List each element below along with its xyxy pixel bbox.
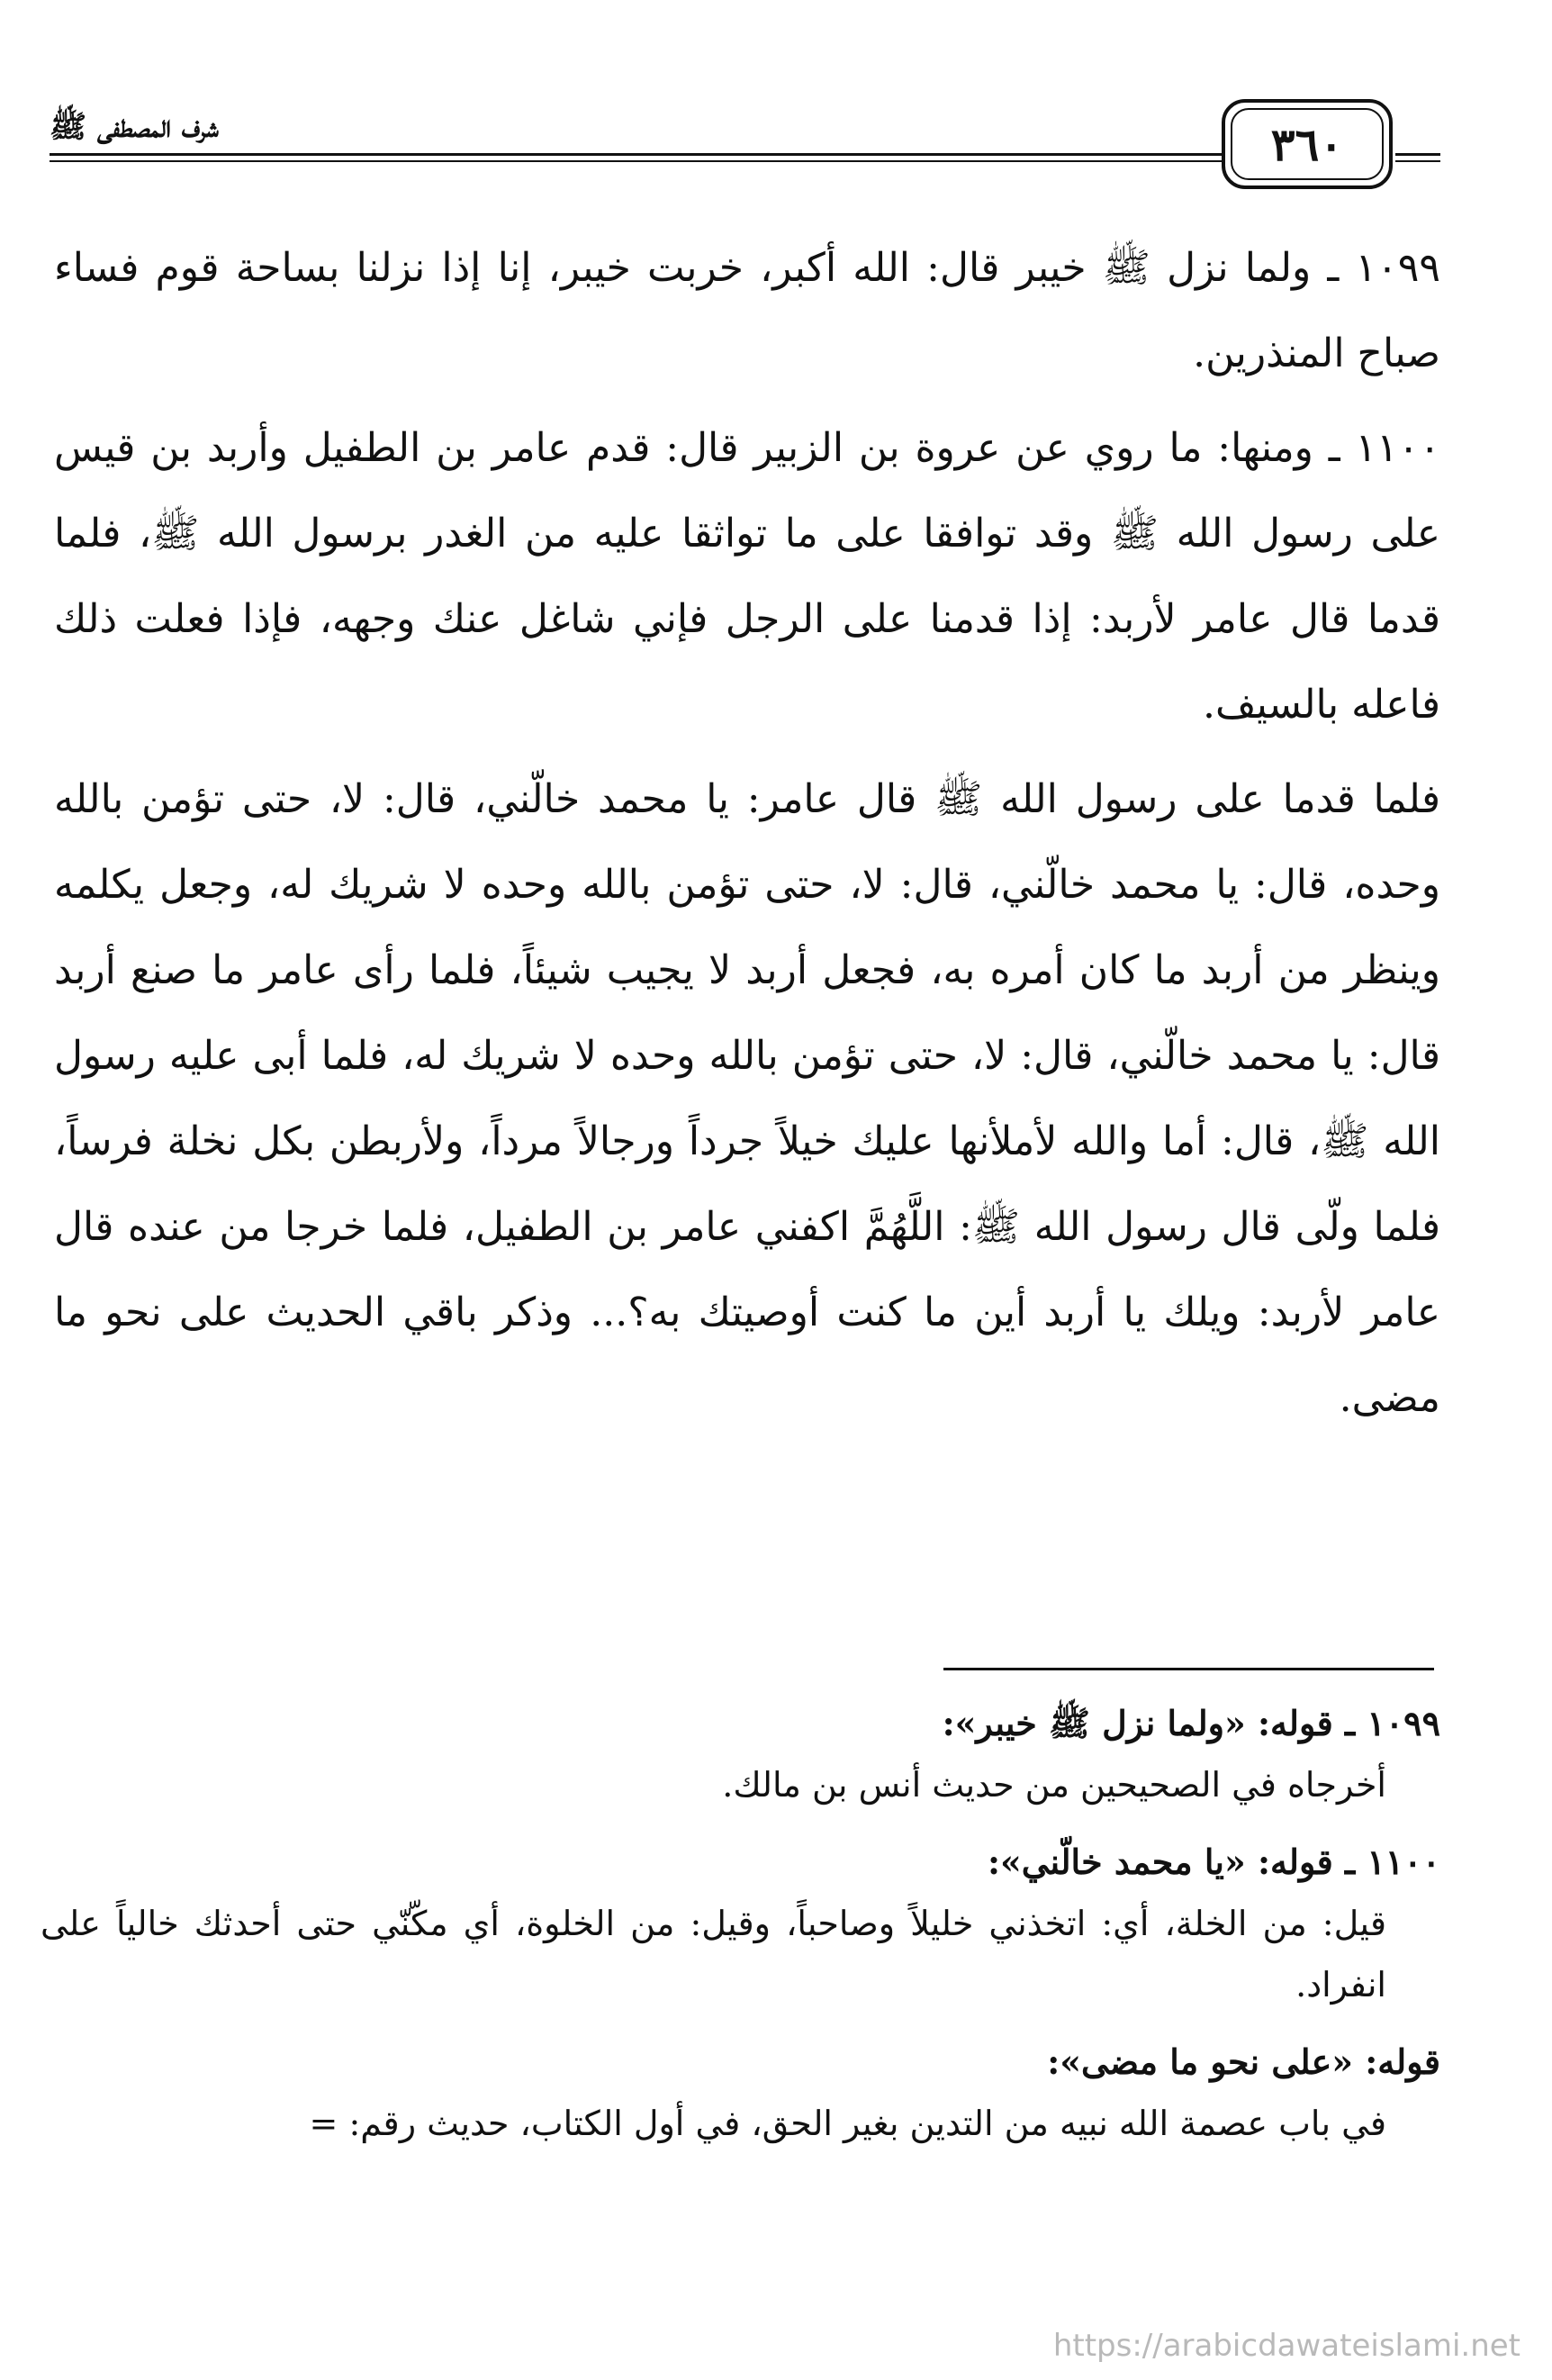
page-number: ٣٦٠ xyxy=(1231,108,1384,180)
footnote-separator xyxy=(943,1668,1434,1670)
running-title: شرف المصطفى ﷺ xyxy=(50,109,219,145)
paragraph: ١٠٩٩ ـ ولما نزل ﷺ خيبر قال: الله أكبر، خربت خيبر، إنا إذا نزلنا بساحة قوم فساء صباح المنذرين. xyxy=(54,245,1440,376)
footnote-text: قيل: من الخلة، أي: اتخذني خليلاً وصاحباً، وقيل: من الخلوة، أي مكّنّي حتى أحدثك خالياً على انفراد. xyxy=(41,1904,1386,2004)
footnote-text: أخرجاه في الصحيحين من حديث أنس بن مالك. xyxy=(722,1765,1386,1805)
footnote-heading: ١١٠٠ ـ قوله: «يا محمد خالّني»: xyxy=(988,1842,1440,1882)
main-text xyxy=(54,225,1440,1450)
footnote-heading: قوله: «على نحو ما مضى»: xyxy=(1047,2041,1440,2082)
paragraph: فلما قدما على رسول الله ﷺ قال عامر: يا محمد خالّني، قال: لا، حتى تؤمن بالله وحده، قال: يا محمد خالّني، قال: لا، حتى تؤمن بالله وحده لا شريك له، وجعل يكلمه وينظر من أربد ما كان أمره به، فجعل أربد لا يجيب شيئاً، فلما رأى عامر ما صنع أربد قال: يا محمد خالّني، قال: لا، حتى تؤمن بالله وحده لا شريك له، فلما أبى عليه رسول الله ﷺ، قال: أما والله لأملأنها عليك خيلاً جرداً ورجالاً مرداً، ولأربطن بكل نخلة فرساً، فلما ولّى قال رسول الله ﷺ: اللَّهُمَّ اكفني عامر بن الطفيل، فلما خرجا من عنده قال عامر لأربد: ويلك يا أربد أين ما كنت أوصيتك به؟... وذكر باقي الحديث على نحو ما مضى. xyxy=(54,776,1440,1421)
header-rule xyxy=(50,160,1224,162)
header-rule xyxy=(50,153,1224,156)
paragraph: ١١٠٠ ـ ومنها: ما روي عن عروة بن الزبير قال: قدم عامر بن الطفيل وأربد بن قيس على رسول الله ﷺ وقد توافقا على ما تواثقا عليه من الغدر برسول الله ﷺ، فلما قدما قال عامر لأربد: إذا قدمنا على الرجل فإني شاغل عنك وجهه، فإذا فعلت ذلك فاعله بالسيف. xyxy=(54,425,1440,728)
footnotes xyxy=(41,1693,1440,2170)
footnote-heading: ١٠٩٩ ـ قوله: «ولما نزل ﷺ خيبر»: xyxy=(942,1703,1440,1743)
page-header xyxy=(50,90,1440,198)
header-rule xyxy=(1395,153,1440,156)
footnote-text: في باب عصمة الله نبيه من التدين بغير الحق، في أول الكتاب، حديث رقم: = xyxy=(309,2104,1386,2143)
page-number-frame xyxy=(1222,99,1393,189)
header-rule xyxy=(1395,160,1440,162)
watermark-url: https://arabicdawateislami.net xyxy=(1052,2328,1520,2364)
